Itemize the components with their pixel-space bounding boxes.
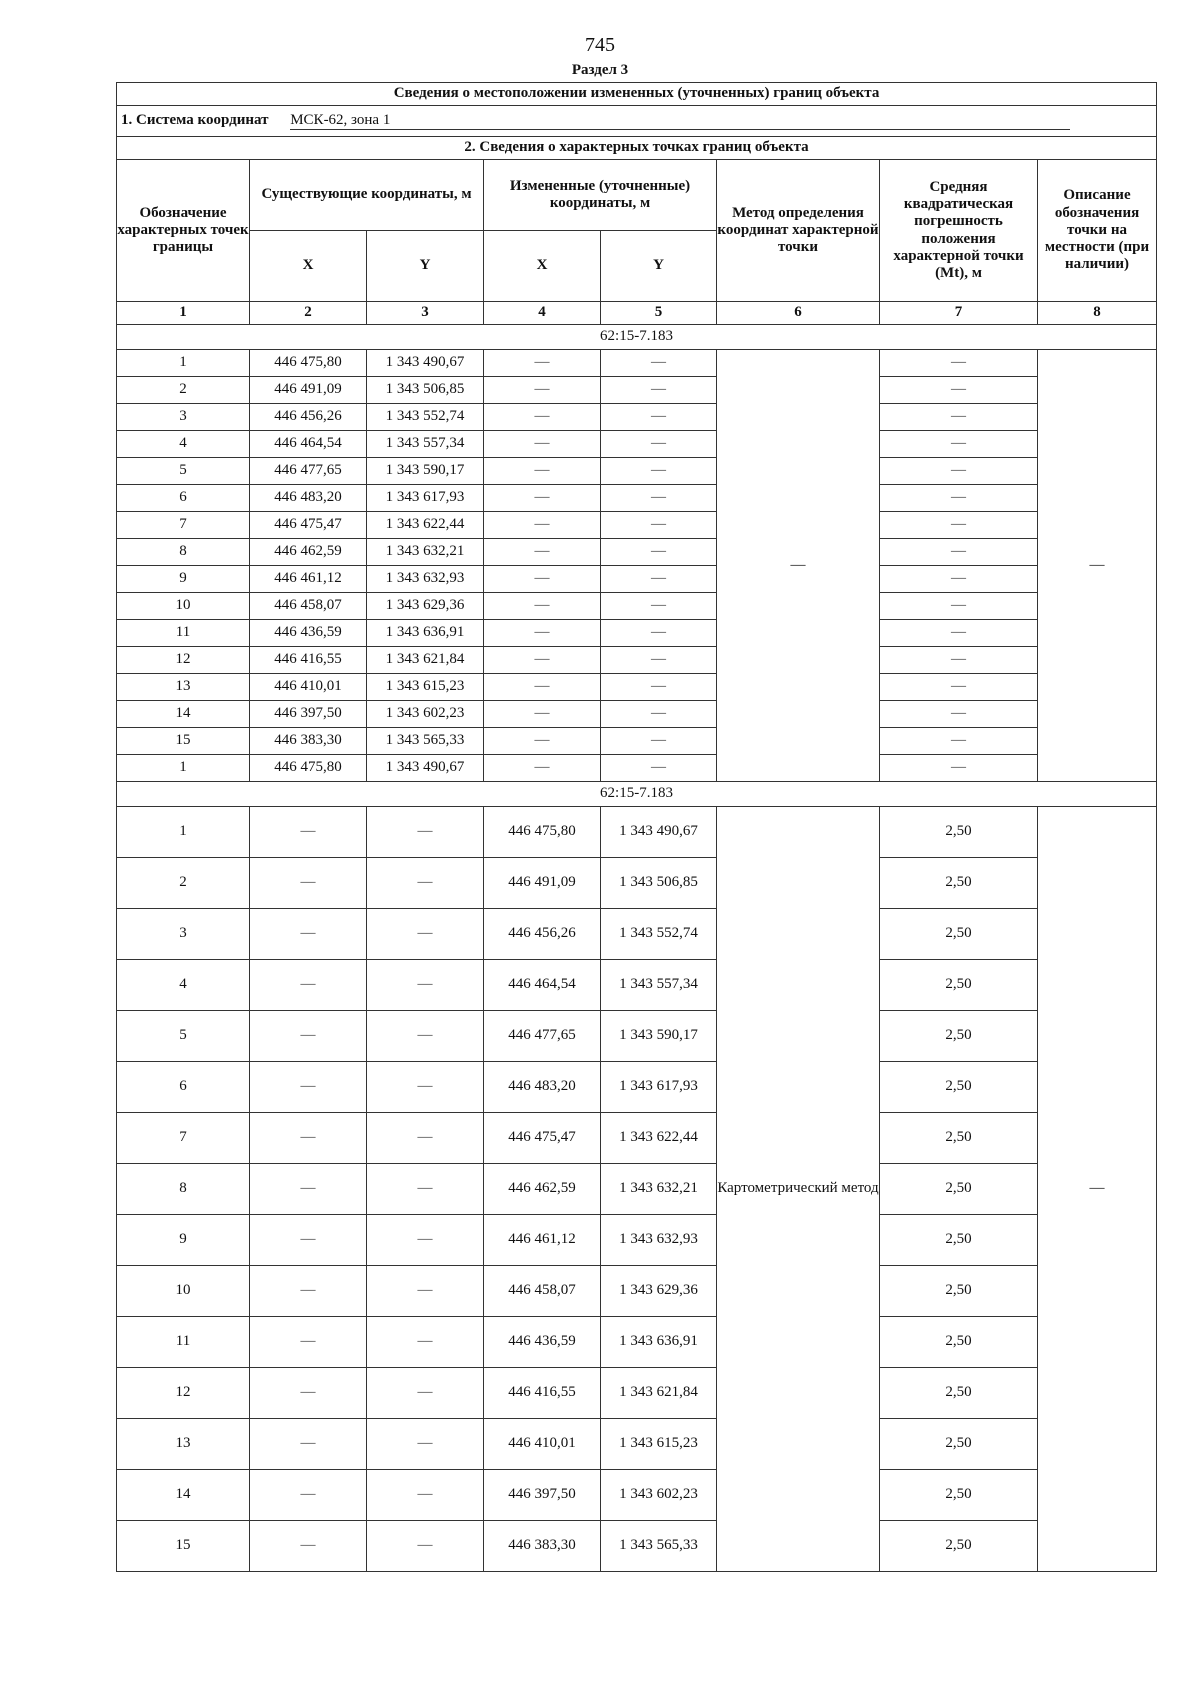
existing-x: 446 475,80 [250, 350, 367, 377]
point-number: 3 [117, 404, 250, 431]
existing-x: 446 397,50 [250, 701, 367, 728]
point-number: 3 [117, 909, 250, 960]
table-row [117, 909, 1157, 960]
existing-y: — [367, 807, 484, 858]
changed-y: — [601, 404, 717, 431]
table-row [117, 1062, 1157, 1113]
changed-y: 1 343 636,91 [601, 1317, 717, 1368]
mt-value: 2,50 [880, 1470, 1038, 1521]
mt-value: 2,50 [880, 1521, 1038, 1572]
point-number: 12 [117, 1368, 250, 1419]
table-row [117, 647, 1157, 674]
method-cell: — [717, 350, 880, 782]
header-y-changed: Y [601, 231, 717, 302]
existing-x: — [250, 1419, 367, 1470]
header-x-existing: X [250, 231, 367, 302]
changed-x: — [484, 512, 601, 539]
existing-y: — [367, 1113, 484, 1164]
table-row [117, 593, 1157, 620]
changed-x: 446 491,09 [484, 858, 601, 909]
existing-y: — [367, 1368, 484, 1419]
existing-y: — [367, 1266, 484, 1317]
existing-y: — [367, 1317, 484, 1368]
table-row [117, 807, 1157, 858]
mt-value: 2,50 [880, 1062, 1038, 1113]
table-row [117, 674, 1157, 701]
mt-value: — [880, 755, 1038, 782]
table-row [117, 1215, 1157, 1266]
existing-x: 446 462,59 [250, 539, 367, 566]
changed-x: 446 410,01 [484, 1419, 601, 1470]
mt-value: 2,50 [880, 1011, 1038, 1062]
mt-value: — [880, 647, 1038, 674]
changed-y: 1 343 615,23 [601, 1419, 717, 1470]
changed-y: 1 343 590,17 [601, 1011, 717, 1062]
existing-y: — [367, 960, 484, 1011]
existing-x: — [250, 1062, 367, 1113]
point-number: 10 [117, 1266, 250, 1317]
table-row [117, 728, 1157, 755]
existing-y: 1 343 632,93 [367, 566, 484, 593]
point-number: 11 [117, 620, 250, 647]
existing-x: 446 475,47 [250, 512, 367, 539]
point-number: 6 [117, 485, 250, 512]
existing-x: — [250, 1521, 367, 1572]
changed-y: — [601, 647, 717, 674]
existing-x: 446 383,30 [250, 728, 367, 755]
changed-y: — [601, 539, 717, 566]
mt-value: — [880, 593, 1038, 620]
description-cell: — [1038, 350, 1157, 782]
changed-x: — [484, 404, 601, 431]
point-number: 10 [117, 593, 250, 620]
point-number: 4 [117, 431, 250, 458]
table-row [117, 1470, 1157, 1521]
mt-value: 2,50 [880, 1266, 1038, 1317]
point-number: 12 [117, 647, 250, 674]
point-number: 13 [117, 674, 250, 701]
point-number: 15 [117, 728, 250, 755]
changed-y: — [601, 701, 717, 728]
mt-value: — [880, 539, 1038, 566]
header-method: Метод определения координат характерной точки [717, 160, 880, 302]
description-cell: — [1038, 807, 1157, 1572]
mt-value: — [880, 674, 1038, 701]
existing-y: — [367, 1419, 484, 1470]
column-number-row [117, 302, 1157, 325]
table-row [117, 1419, 1157, 1470]
table-row [117, 858, 1157, 909]
table-row [117, 539, 1157, 566]
existing-x: 446 461,12 [250, 566, 367, 593]
table-row [117, 755, 1157, 782]
mt-value: — [880, 404, 1038, 431]
table-row [117, 1521, 1157, 1572]
changed-y: 1 343 622,44 [601, 1113, 717, 1164]
point-number: 1 [117, 807, 250, 858]
mt-value: 2,50 [880, 960, 1038, 1011]
table-row [117, 620, 1157, 647]
table-row [117, 960, 1157, 1011]
table-row [117, 485, 1157, 512]
mt-value: 2,50 [880, 909, 1038, 960]
point-number: 9 [117, 1215, 250, 1266]
changed-y: 1 343 602,23 [601, 1470, 717, 1521]
existing-y: — [367, 1470, 484, 1521]
mt-value: 2,50 [880, 1368, 1038, 1419]
header-point-designation: Обозначение характерных точек границы [117, 160, 250, 302]
changed-x: — [484, 431, 601, 458]
col-number: 8 [1038, 302, 1157, 325]
changed-x: — [484, 539, 601, 566]
header-description: Описание обозначения точки на местности (при наличии) [1038, 160, 1157, 302]
mt-value: 2,50 [880, 858, 1038, 909]
changed-x: — [484, 377, 601, 404]
changed-x: — [484, 458, 601, 485]
cadastral-number: 62:15-7.183 [117, 782, 1157, 807]
changed-y: 1 343 621,84 [601, 1368, 717, 1419]
existing-y: 1 343 490,67 [367, 350, 484, 377]
existing-y: 1 343 506,85 [367, 377, 484, 404]
existing-y: — [367, 1062, 484, 1113]
changed-x: 446 458,07 [484, 1266, 601, 1317]
existing-x: — [250, 909, 367, 960]
existing-x: — [250, 1266, 367, 1317]
col-number: 7 [880, 302, 1038, 325]
mt-value: — [880, 458, 1038, 485]
existing-y: 1 343 636,91 [367, 620, 484, 647]
existing-y: — [367, 1215, 484, 1266]
existing-y: 1 343 622,44 [367, 512, 484, 539]
existing-x: 446 475,80 [250, 755, 367, 782]
existing-y: 1 343 490,67 [367, 755, 484, 782]
table-row [117, 701, 1157, 728]
existing-x: — [250, 1470, 367, 1521]
changed-x: — [484, 620, 601, 647]
col-number: 6 [717, 302, 880, 325]
changed-y: — [601, 485, 717, 512]
coord-system-label: 1. Система координат [121, 111, 269, 128]
mt-value: — [880, 701, 1038, 728]
changed-x: 446 475,47 [484, 1113, 601, 1164]
changed-x: — [484, 728, 601, 755]
table-row [117, 350, 1157, 377]
changed-x: 446 436,59 [484, 1317, 601, 1368]
coord-system-value: МСК-62, зона 1 [290, 112, 1070, 130]
changed-x: 446 383,30 [484, 1521, 601, 1572]
coord-system-row [117, 106, 1157, 137]
table-row [117, 1164, 1157, 1215]
changed-y: 1 343 506,85 [601, 858, 717, 909]
existing-x: 446 410,01 [250, 674, 367, 701]
existing-y: — [367, 1011, 484, 1062]
existing-x: 446 456,26 [250, 404, 367, 431]
existing-y: 1 343 590,17 [367, 458, 484, 485]
existing-x: — [250, 960, 367, 1011]
mt-value: — [880, 566, 1038, 593]
point-number: 13 [117, 1419, 250, 1470]
point-number: 1 [117, 350, 250, 377]
existing-x: 446 464,54 [250, 431, 367, 458]
changed-y: — [601, 674, 717, 701]
mt-value: 2,50 [880, 1317, 1038, 1368]
mt-value: — [880, 350, 1038, 377]
changed-y: 1 343 617,93 [601, 1062, 717, 1113]
point-number: 2 [117, 858, 250, 909]
mt-value: — [880, 431, 1038, 458]
existing-y: 1 343 552,74 [367, 404, 484, 431]
mt-value: — [880, 485, 1038, 512]
mt-value: — [880, 620, 1038, 647]
section-title: Раздел 3 [571, 62, 629, 78]
changed-y: 1 343 490,67 [601, 807, 717, 858]
existing-y: — [367, 1521, 484, 1572]
changed-x: — [484, 350, 601, 377]
changed-y: 1 343 632,21 [601, 1164, 717, 1215]
mt-value: 2,50 [880, 1419, 1038, 1470]
existing-x: 446 491,09 [250, 377, 367, 404]
point-number: 14 [117, 1470, 250, 1521]
existing-y: 1 343 565,33 [367, 728, 484, 755]
changed-y: — [601, 566, 717, 593]
mt-value: 2,50 [880, 1113, 1038, 1164]
changed-y: — [601, 755, 717, 782]
existing-x: 446 483,20 [250, 485, 367, 512]
changed-y: 1 343 552,74 [601, 909, 717, 960]
header-changed-coords: Измененные (уточненные) координаты, м [484, 160, 717, 231]
changed-y: 1 343 632,93 [601, 1215, 717, 1266]
changed-y: — [601, 350, 717, 377]
point-number: 7 [117, 512, 250, 539]
existing-x: — [250, 1215, 367, 1266]
existing-y: — [367, 1164, 484, 1215]
table-row [117, 1317, 1157, 1368]
boundary-points-table [116, 82, 1157, 1572]
point-number: 8 [117, 539, 250, 566]
table-row [117, 404, 1157, 431]
point-number: 6 [117, 1062, 250, 1113]
point-number: 7 [117, 1113, 250, 1164]
changed-x: 446 397,50 [484, 1470, 601, 1521]
changed-x: — [484, 647, 601, 674]
changed-x: 446 456,26 [484, 909, 601, 960]
table-row [117, 431, 1157, 458]
table-row [117, 566, 1157, 593]
changed-x: — [484, 593, 601, 620]
mt-value: — [880, 512, 1038, 539]
existing-y: — [367, 909, 484, 960]
existing-y: 1 343 621,84 [367, 647, 484, 674]
table-row [117, 1266, 1157, 1317]
point-number: 5 [117, 1011, 250, 1062]
table-row [117, 1011, 1157, 1062]
cadastral-number: 62:15-7.183 [117, 325, 1157, 350]
changed-x: — [484, 674, 601, 701]
changed-x: 446 483,20 [484, 1062, 601, 1113]
changed-y: 1 343 557,34 [601, 960, 717, 1011]
changed-y: — [601, 593, 717, 620]
table-row [117, 377, 1157, 404]
changed-x: 446 461,12 [484, 1215, 601, 1266]
point-number: 5 [117, 458, 250, 485]
point-number: 8 [117, 1164, 250, 1215]
changed-y: 1 343 629,36 [601, 1266, 717, 1317]
col-number: 4 [484, 302, 601, 325]
existing-x: — [250, 1011, 367, 1062]
mt-value: — [880, 728, 1038, 755]
existing-y: 1 343 615,23 [367, 674, 484, 701]
table-row [117, 1368, 1157, 1419]
col-number: 5 [601, 302, 717, 325]
changed-x: 446 475,80 [484, 807, 601, 858]
existing-y: 1 343 617,93 [367, 485, 484, 512]
changed-y: — [601, 512, 717, 539]
mt-value: — [880, 377, 1038, 404]
existing-y: 1 343 602,23 [367, 701, 484, 728]
existing-y: — [367, 858, 484, 909]
point-number: 11 [117, 1317, 250, 1368]
existing-y: 1 343 632,21 [367, 539, 484, 566]
main-title: Сведения о местоположении измененных (уточненных) границ объекта [117, 83, 1157, 106]
changed-x: 446 462,59 [484, 1164, 601, 1215]
changed-x: — [484, 701, 601, 728]
header-y-existing: Y [367, 231, 484, 302]
mt-value: 2,50 [880, 1215, 1038, 1266]
existing-x: 446 436,59 [250, 620, 367, 647]
existing-x: — [250, 1164, 367, 1215]
existing-x: — [250, 1368, 367, 1419]
method-cell: Картометрический метод [717, 807, 880, 1572]
existing-x: — [250, 858, 367, 909]
mt-value: 2,50 [880, 1164, 1038, 1215]
table-row [117, 458, 1157, 485]
existing-x: — [250, 1113, 367, 1164]
changed-x: — [484, 485, 601, 512]
changed-y: — [601, 728, 717, 755]
point-number: 9 [117, 566, 250, 593]
existing-x: 446 458,07 [250, 593, 367, 620]
existing-y: 1 343 629,36 [367, 593, 484, 620]
points-title: 2. Сведения о характерных точках границ объекта [117, 137, 1157, 160]
point-number: 14 [117, 701, 250, 728]
table-row [117, 1113, 1157, 1164]
changed-x: 446 464,54 [484, 960, 601, 1011]
changed-x: — [484, 755, 601, 782]
changed-x: 446 416,55 [484, 1368, 601, 1419]
changed-x: — [484, 566, 601, 593]
header-x-changed: X [484, 231, 601, 302]
point-number: 4 [117, 960, 250, 1011]
existing-x: 446 477,65 [250, 458, 367, 485]
changed-y: — [601, 458, 717, 485]
changed-y: — [601, 377, 717, 404]
col-number: 1 [117, 302, 250, 325]
point-number: 15 [117, 1521, 250, 1572]
existing-x: — [250, 807, 367, 858]
header-existing-coords: Существующие координаты, м [250, 160, 484, 231]
page-number: 745 [585, 34, 615, 56]
col-number: 2 [250, 302, 367, 325]
existing-y: 1 343 557,34 [367, 431, 484, 458]
table-row [117, 512, 1157, 539]
col-number: 3 [367, 302, 484, 325]
point-number: 2 [117, 377, 250, 404]
header-mt: Средняя квадратическая погрешность положения характерной точки (Mt), м [880, 160, 1038, 302]
changed-y: 1 343 565,33 [601, 1521, 717, 1572]
existing-x: — [250, 1317, 367, 1368]
changed-y: — [601, 431, 717, 458]
changed-x: 446 477,65 [484, 1011, 601, 1062]
mt-value: 2,50 [880, 807, 1038, 858]
changed-y: — [601, 620, 717, 647]
existing-x: 446 416,55 [250, 647, 367, 674]
point-number: 1 [117, 755, 250, 782]
